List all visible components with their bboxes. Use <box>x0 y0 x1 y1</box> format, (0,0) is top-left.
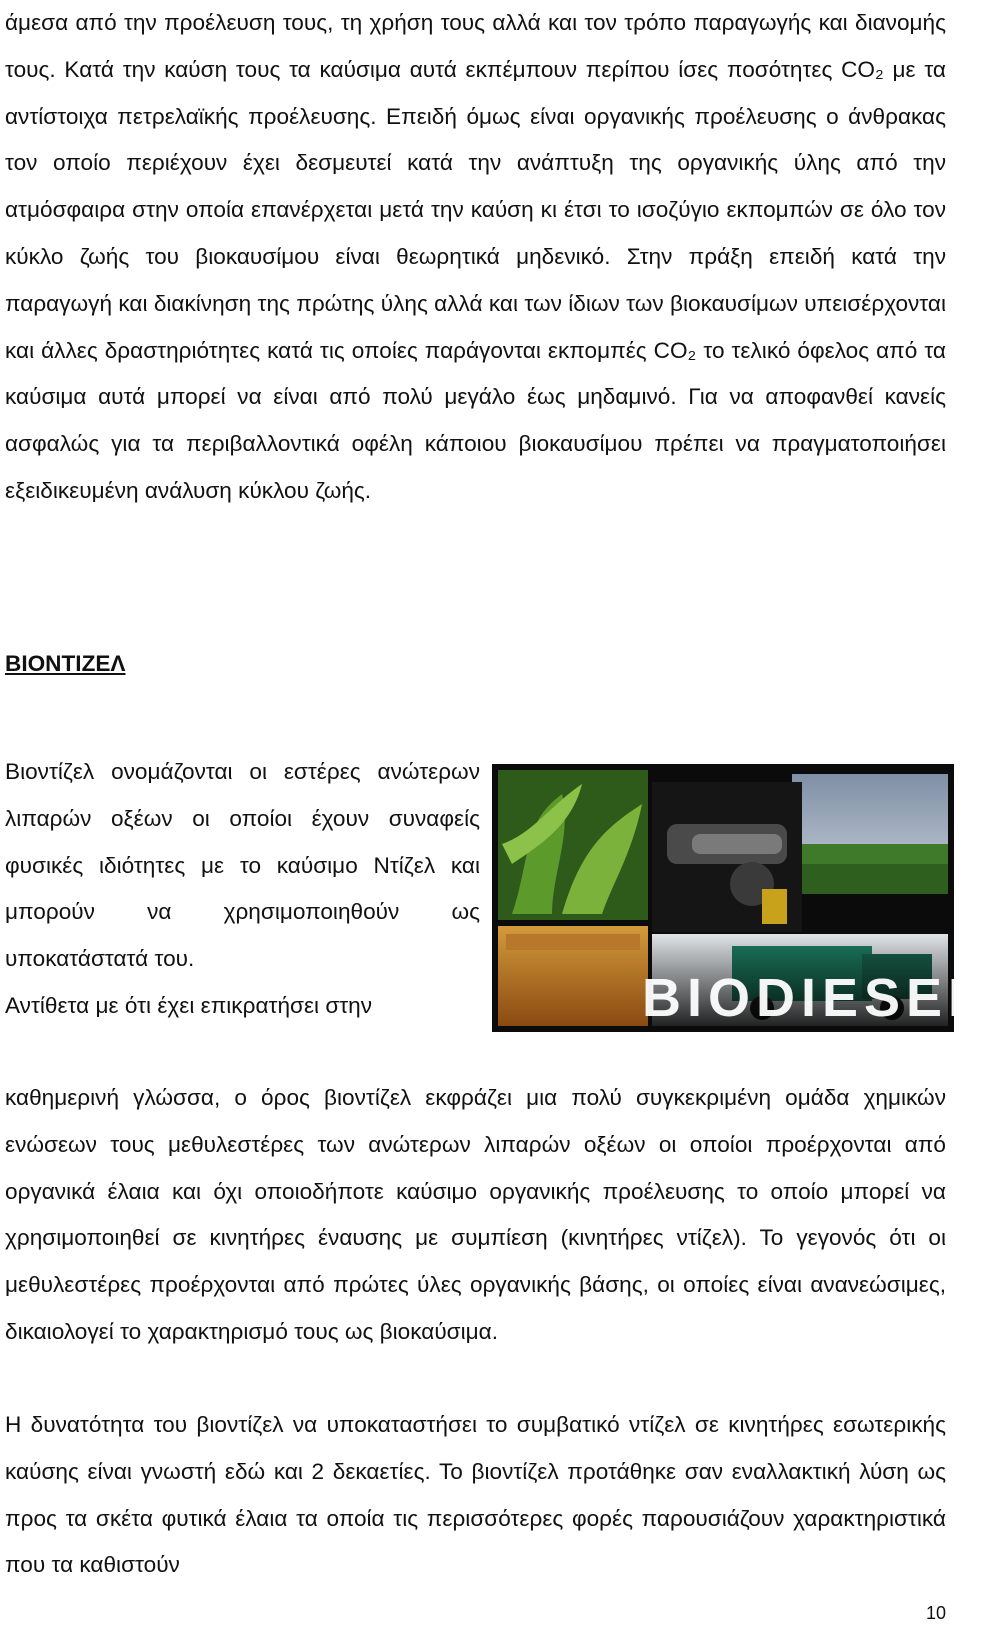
section-heading: ΒΙΟΝΤΙΖΕΛ <box>5 651 126 676</box>
page-number: 10 <box>925 1603 946 1623</box>
biodiesel-contrast-lead: Αντίθετα με ότι έχει επικρατήσει στην <box>5 992 373 1018</box>
biodiesel-figure <box>492 764 987 1032</box>
biodiesel-definition-paragraph <box>5 749 480 1030</box>
intro-paragraph: άμεσα από την προέλευση τους, τη χρήση τους αλλά και τον τρόπο παραγωγής και διανομής τους. Κατά την καύση τους τα καύσιμα αυτά εκπέμπουν περίπου ίσες ποσότητες CO₂ με τα αντίστοιχα πετρελαϊκής προέλευσης. Επειδή όμως είναι οργανικής προέλευσης ο άνθρακας τον οποίο περιέχουν έχει δεσμευτεί κατά την ανάπτυξη της οργανικής ύλης από την ατμόσφαιρα στην οποία επανέρχεται μετά την καύση κι έτσι το ισοζύγιο εκπομπών σε όλο τον κύκλο ζωής του βιοκαυσίμου είναι θεωρητικά μηδενικό. Στην πράξη επειδή κατά την παραγωγή και διακίνηση της πρώτης ύλης αλλά και των ίδιων των βιοκαυσίμων υπεισέρχονται και άλλες δραστηριότητες κατά τις οποίες παράγονται εκπομπές CO₂ το τελικό όφελος από τα καύσιμα αυτά μπορεί να είναι από πολύ μεγάλο έως μηδαμινό. Για να αποφανθεί κανείς ασφαλώς για τα περιβαλλοντικά οφέλη κάποιου βιοκαυσίμου πρέπει να πραγματοποιήσει εξειδικευμένη ανάλυση κύκλου ζωής. <box>5 10 946 503</box>
biodiesel-definition-text: Βιοντίζελ ονομάζονται οι εστέρες ανώτερων λιπαρών οξέων οι οποίοι έχουν συναφείς φυσικές ιδιότητες με το καύσιμο Ντίζελ και μπορούν να χρησιμοποιηθούν ως υποκατάστατά του. <box>5 759 480 972</box>
figure-watermark-text: BIODIESEL <box>642 968 987 1028</box>
biodiesel-contrast-paragraph: καθημερινή γλώσσα, ο όρος βιοντίζελ εκφράζει μια πολύ συγκεκριμένη ομάδα χημικών ενώσεων τους μεθυλεστέρες των ανώτερων λιπαρών οξέων οι οποίοι προέρχονται από οργανικά έλαια και όχι οποιοδήποτε καύσιμο οργανικής προέλευσης το οποίο μπορεί να χρησιμοποιηθεί σε κινητήρες έναυσης με συμπίεση (κινητήρες ντίζελ). Το γεγονός ότι οι μεθυλεστέρες προέρχονται από πρώτες ύλες οργανικής βάσης, οι οποίες είναι ανανεώσιμες, δικαιολογεί το χαρακτηρισμό τους ως βιοκαύσιμα. <box>5 1085 946 1344</box>
biodiesel-history-paragraph: Η δυνατότητα του βιοντίζελ να υποκαταστήσει το συμβατικό ντίζελ σε κινητήρες εσωτερικής καύσης είναι γνωστή εδώ και 2 δεκαετίες. Το βιοντίζελ προτάθηκε σαν εναλλακτική λύση ως προς τα σκέτα φυτικά έλαια τα οποία τις περισσότερες φορές παρουσιάζουν χαρακτηριστικά που τα καθιστούν <box>5 1412 946 1578</box>
